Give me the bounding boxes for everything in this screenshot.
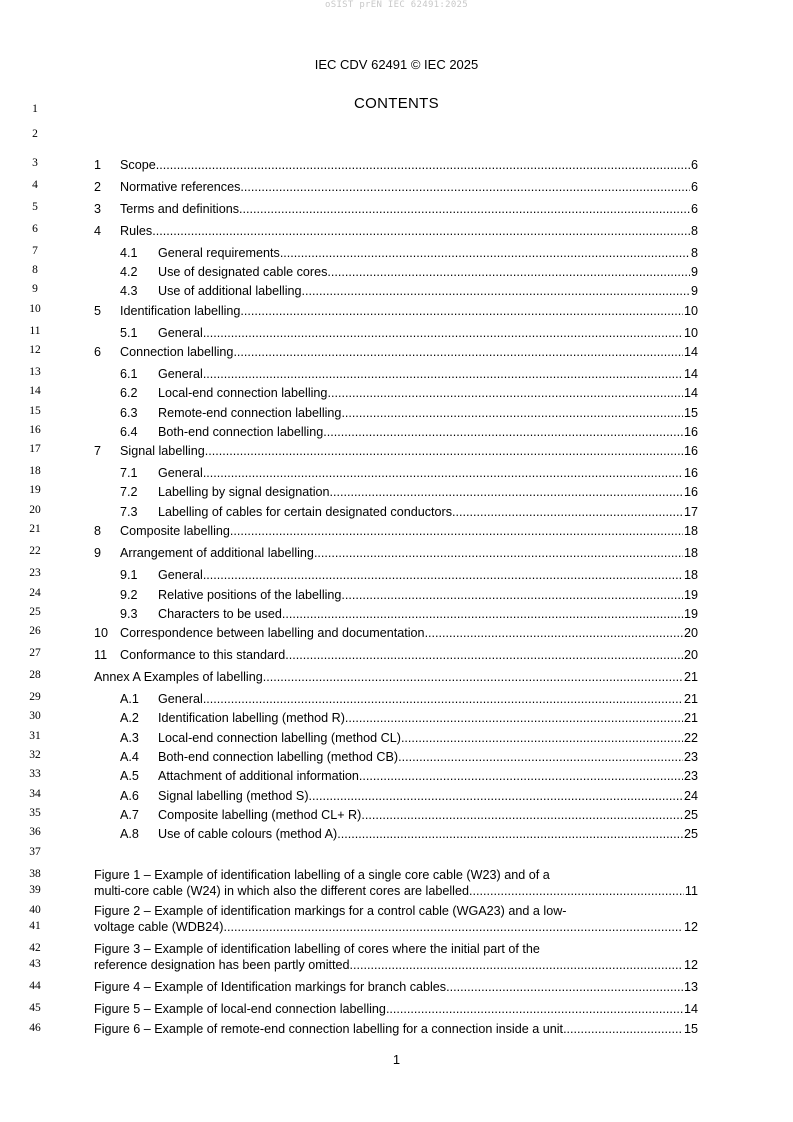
dot-leader bbox=[205, 443, 683, 459]
toc-entry-number: 6.2 bbox=[120, 386, 138, 400]
figure-entry-page: 14 bbox=[683, 1002, 698, 1016]
figure-caption-text: voltage cable (WDB24) bbox=[94, 920, 224, 934]
toc-entry-number: 8 bbox=[94, 524, 102, 538]
toc-entry-title: Labelling of cables for certain designated conductors bbox=[158, 505, 453, 519]
toc-entry[interactable] bbox=[120, 788, 698, 804]
line-number: 30 bbox=[29, 710, 41, 722]
dot-leader bbox=[327, 264, 690, 280]
toc-entry[interactable] bbox=[94, 523, 698, 539]
watermark: oSIST prEN IEC 62491:2025 bbox=[325, 0, 468, 10]
line-number: 37 bbox=[29, 846, 41, 858]
toc-entry-page: 14 bbox=[683, 367, 698, 381]
toc-entry-page: 22 bbox=[683, 731, 698, 745]
dot-leader bbox=[359, 768, 683, 784]
dot-leader bbox=[203, 691, 683, 707]
toc-entry-title: Identification labelling bbox=[120, 304, 241, 318]
line-number: 8 bbox=[32, 264, 38, 276]
line-number: 38 bbox=[29, 868, 41, 880]
toc-entry-page: 25 bbox=[683, 808, 698, 822]
line-number: 36 bbox=[29, 826, 41, 838]
toc-entry-number: 10 bbox=[94, 626, 109, 640]
toc-entry-number: 1 bbox=[94, 158, 102, 172]
toc-entry[interactable] bbox=[120, 385, 698, 401]
line-number: 14 bbox=[29, 385, 41, 397]
toc-entry[interactable] bbox=[120, 504, 698, 520]
dot-leader bbox=[398, 749, 683, 765]
dot-leader bbox=[203, 366, 683, 382]
document-header: IEC CDV 62491 © IEC 2025 bbox=[314, 57, 479, 72]
toc-entry-title: Attachment of additional information bbox=[158, 769, 359, 783]
toc-entry-title: Conformance to this standard bbox=[120, 648, 286, 662]
dot-leader bbox=[203, 465, 683, 481]
toc-entry-page: 21 bbox=[683, 670, 698, 684]
toc-entry-title: Composite labelling (method CL+ R) bbox=[158, 808, 362, 822]
line-number: 10 bbox=[29, 303, 41, 315]
toc-entry-number: 6 bbox=[94, 345, 102, 359]
dot-leader bbox=[282, 606, 683, 622]
dot-leader bbox=[330, 484, 683, 500]
toc-entry-title: General bbox=[158, 692, 203, 706]
toc-entry-title: Remote-end connection labelling bbox=[158, 406, 342, 420]
toc-entry[interactable] bbox=[120, 264, 698, 280]
toc-entry-number: 9 bbox=[94, 546, 102, 560]
toc-entry-title: Normative references bbox=[120, 180, 241, 194]
line-number: 25 bbox=[29, 606, 41, 618]
toc-entry-number: 4.2 bbox=[120, 265, 138, 279]
figure-caption-last-line bbox=[94, 957, 698, 973]
toc-entry-title: Terms and definitions bbox=[120, 202, 240, 216]
line-number: 13 bbox=[29, 366, 41, 378]
toc-entry-number: A.2 bbox=[120, 711, 139, 725]
toc-entry-page: 8 bbox=[690, 224, 698, 238]
toc-entry-title: Characters to be used bbox=[158, 607, 282, 621]
line-number: 1 bbox=[32, 103, 38, 115]
toc-entry-number: A.1 bbox=[120, 692, 139, 706]
line-number: 19 bbox=[29, 484, 41, 496]
toc-entry-number: 7.2 bbox=[120, 485, 138, 499]
toc-entry-title: General bbox=[158, 568, 203, 582]
toc-entry-page: 16 bbox=[683, 466, 698, 480]
toc-entry[interactable] bbox=[120, 606, 698, 622]
toc-entry[interactable] bbox=[120, 366, 698, 382]
toc-entry-number: 6.1 bbox=[120, 367, 138, 381]
toc-entry-number: 6.4 bbox=[120, 425, 138, 439]
line-number: 20 bbox=[29, 504, 41, 516]
toc-entry[interactable] bbox=[120, 245, 698, 261]
toc-entry[interactable] bbox=[94, 201, 698, 217]
toc-entry[interactable] bbox=[94, 625, 698, 641]
line-number: 24 bbox=[29, 587, 41, 599]
dot-leader bbox=[337, 826, 683, 842]
toc-entry[interactable] bbox=[120, 710, 698, 726]
figure-entry[interactable] bbox=[94, 1001, 698, 1017]
toc-entry-title: General bbox=[158, 466, 203, 480]
toc-entry-number: A.5 bbox=[120, 769, 139, 783]
dot-leader bbox=[152, 223, 690, 239]
toc-entry-title: Local-end connection labelling (method CL) bbox=[158, 731, 401, 745]
toc-entry-title: Both-end connection labelling bbox=[158, 425, 324, 439]
toc-entry-title: Composite labelling bbox=[120, 524, 230, 538]
line-number: 17 bbox=[29, 443, 41, 455]
toc-entry-page: 18 bbox=[683, 524, 698, 538]
toc-entry-number: A.3 bbox=[120, 731, 139, 745]
toc-entry-page: 10 bbox=[683, 304, 698, 318]
dot-leader bbox=[240, 179, 690, 195]
toc-entry-page: 18 bbox=[683, 568, 698, 582]
toc-entry-title: Arrangement of additional labelling bbox=[120, 546, 314, 560]
dot-leader bbox=[425, 625, 683, 641]
toc-entry-title: Signal labelling (method S) bbox=[158, 789, 309, 803]
line-number: 5 bbox=[32, 201, 38, 213]
toc-entry-page: 14 bbox=[683, 386, 698, 400]
toc-entry-page: 24 bbox=[683, 789, 698, 803]
toc-entry-title: Use of cable colours (method A) bbox=[158, 827, 338, 841]
toc-entry-number: 4 bbox=[94, 224, 102, 238]
figure-entry-page: 12 bbox=[683, 920, 698, 934]
toc-entry-title: Connection labelling bbox=[120, 345, 234, 359]
toc-entry-page: 10 bbox=[683, 326, 698, 340]
dot-leader bbox=[341, 587, 683, 603]
toc-entry-number: 7 bbox=[94, 444, 102, 458]
toc-entry-title: Use of additional labelling bbox=[158, 284, 302, 298]
figure-caption-line: Figure 2 – Example of identification markings for a control cable (WGA23) and a low- bbox=[94, 904, 567, 918]
line-number: 23 bbox=[29, 567, 41, 579]
toc-entry-title: Correspondence between labelling and documentation bbox=[120, 626, 425, 640]
dot-leader bbox=[350, 957, 683, 973]
line-number: 32 bbox=[29, 749, 41, 761]
figure-caption-text: reference designation has been partly omitted bbox=[94, 958, 350, 972]
dot-leader bbox=[401, 730, 683, 746]
toc-entry-title: Signal labelling bbox=[120, 444, 205, 458]
toc-entry-page: 6 bbox=[690, 180, 698, 194]
toc-entry-page: 8 bbox=[690, 246, 698, 260]
toc-entry[interactable] bbox=[94, 157, 698, 173]
toc-entry[interactable] bbox=[120, 484, 698, 500]
toc-entry-title: Identification labelling (method R) bbox=[158, 711, 345, 725]
toc-entry[interactable] bbox=[120, 587, 698, 603]
dot-leader bbox=[203, 325, 683, 341]
line-number: 29 bbox=[29, 691, 41, 703]
toc-entry[interactable] bbox=[94, 443, 698, 459]
toc-entry[interactable] bbox=[120, 730, 698, 746]
toc-entry[interactable] bbox=[94, 647, 698, 663]
dot-leader bbox=[327, 385, 683, 401]
toc-entry-title: General bbox=[158, 367, 203, 381]
dot-leader bbox=[341, 405, 683, 421]
toc-entry-page: 23 bbox=[683, 750, 698, 764]
line-number: 26 bbox=[29, 625, 41, 637]
toc-entry-title: Relative positions of the labelling bbox=[158, 588, 342, 602]
line-number: 33 bbox=[29, 768, 41, 780]
toc-entry-page: 21 bbox=[683, 711, 698, 725]
toc-entry-page: 6 bbox=[690, 202, 698, 216]
contents-title: CONTENTS bbox=[354, 95, 439, 112]
toc-entry-page: 25 bbox=[683, 827, 698, 841]
dot-leader bbox=[302, 283, 690, 299]
toc-entry-page: 18 bbox=[683, 546, 698, 560]
toc-entry-page: 19 bbox=[683, 588, 698, 602]
toc-entry-number: 9.2 bbox=[120, 588, 138, 602]
dot-leader bbox=[386, 1001, 683, 1017]
line-number: 21 bbox=[29, 523, 41, 535]
figure-caption-text: Figure 5 – Example of local-end connection labelling bbox=[94, 1002, 386, 1016]
dot-leader bbox=[469, 883, 684, 899]
dot-leader bbox=[452, 504, 683, 520]
toc-entry-number: 11 bbox=[94, 648, 108, 662]
dot-leader bbox=[233, 344, 683, 360]
line-number: 46 bbox=[29, 1022, 41, 1034]
toc-entry[interactable] bbox=[94, 344, 698, 360]
figure-caption-text: multi-core cable (W24) in which also the different cores are labelled bbox=[94, 884, 469, 898]
toc-entry-number: A.8 bbox=[120, 827, 139, 841]
figure-entry[interactable] bbox=[94, 867, 698, 899]
line-number: 6 bbox=[32, 223, 38, 235]
toc-entry-page: 9 bbox=[690, 265, 698, 279]
toc-entry-page: 20 bbox=[683, 648, 698, 662]
dot-leader bbox=[230, 523, 683, 539]
toc-entry-title: Labelling by signal designation bbox=[158, 485, 330, 499]
toc-entry-title: General requirements bbox=[158, 246, 280, 260]
toc-entry-title: General bbox=[158, 326, 203, 340]
figure-caption-last-line bbox=[94, 1021, 698, 1037]
figure-caption-last-line bbox=[94, 883, 698, 899]
toc-entry-number: 4.3 bbox=[120, 284, 138, 298]
line-number: 45 bbox=[29, 1002, 41, 1014]
dot-leader bbox=[156, 157, 690, 173]
toc-entry[interactable] bbox=[120, 826, 698, 842]
line-number: 28 bbox=[29, 669, 41, 681]
toc-entry-number: 9.1 bbox=[120, 568, 138, 582]
line-number: 3 bbox=[32, 157, 38, 169]
figure-entry[interactable] bbox=[94, 979, 698, 995]
line-number: 11 bbox=[29, 325, 41, 337]
toc-entry-number: 9.3 bbox=[120, 607, 138, 621]
toc-entry-title: Scope bbox=[120, 158, 156, 172]
toc-entry-title: Annex A Examples of labelling bbox=[94, 670, 263, 684]
toc-entry-title: Local-end connection labelling bbox=[158, 386, 328, 400]
toc-entry-number: 7.3 bbox=[120, 505, 138, 519]
toc-entry-number: A.6 bbox=[120, 789, 139, 803]
toc-entry-number: 5.1 bbox=[120, 326, 138, 340]
figure-entry[interactable] bbox=[94, 1021, 698, 1037]
line-number: 9 bbox=[32, 283, 38, 295]
line-number: 40 bbox=[29, 904, 41, 916]
toc-entry-title: Both-end connection labelling (method CB) bbox=[158, 750, 399, 764]
toc-entry-number: A.4 bbox=[120, 750, 139, 764]
line-number: 35 bbox=[29, 807, 41, 819]
line-number: 43 bbox=[29, 958, 41, 970]
toc-entry[interactable] bbox=[120, 807, 698, 823]
dot-leader bbox=[224, 919, 683, 935]
line-number: 18 bbox=[29, 465, 41, 477]
dot-leader bbox=[361, 807, 683, 823]
dot-leader bbox=[309, 788, 683, 804]
toc-entry-page: 16 bbox=[683, 485, 698, 499]
toc-entry-page: 16 bbox=[683, 444, 698, 458]
toc-entry-number: 7.1 bbox=[120, 466, 138, 480]
toc-entry[interactable] bbox=[94, 545, 698, 561]
dot-leader bbox=[323, 424, 683, 440]
dot-leader bbox=[314, 545, 683, 561]
toc-entry-number: 4.1 bbox=[120, 246, 138, 260]
figure-caption-text: Figure 6 – Example of remote-end connection labelling for a connection inside a unit bbox=[94, 1022, 564, 1036]
line-number: 12 bbox=[29, 344, 41, 356]
dot-leader bbox=[203, 567, 683, 583]
toc-entry-number: 5 bbox=[94, 304, 102, 318]
dot-leader bbox=[239, 201, 690, 217]
line-number: 15 bbox=[29, 405, 41, 417]
toc-entry[interactable] bbox=[94, 669, 698, 685]
toc-entry-number: 2 bbox=[94, 180, 102, 194]
toc-entry-title: Rules bbox=[120, 224, 153, 238]
toc-entry-page: 21 bbox=[683, 692, 698, 706]
line-number: 2 bbox=[32, 128, 38, 140]
figure-entry-page: 12 bbox=[683, 958, 698, 972]
toc-entry[interactable] bbox=[120, 749, 698, 765]
toc-entry[interactable] bbox=[120, 424, 698, 440]
line-number: 34 bbox=[29, 788, 41, 800]
toc-entry-page: 17 bbox=[683, 505, 698, 519]
page-number: 1 bbox=[392, 1052, 401, 1067]
toc-entry-page: 20 bbox=[683, 626, 698, 640]
toc-entry-title: Use of designated cable cores bbox=[158, 265, 328, 279]
dot-leader bbox=[263, 669, 683, 685]
figure-entry-page: 11 bbox=[684, 884, 698, 898]
line-number: 7 bbox=[32, 245, 38, 257]
toc-entry-page: 6 bbox=[690, 158, 698, 172]
toc-entry[interactable] bbox=[120, 325, 698, 341]
figure-caption-line: Figure 1 – Example of identification labelling of a single core cable (W23) and of a bbox=[94, 868, 550, 882]
line-number: 4 bbox=[32, 179, 38, 191]
toc-entry-number: 3 bbox=[94, 202, 102, 216]
toc-entry[interactable] bbox=[120, 465, 698, 481]
figure-caption-line: Figure 3 – Example of identification labelling of cores where the initial part of the bbox=[94, 942, 540, 956]
toc-entry-page: 14 bbox=[683, 345, 698, 359]
line-number: 44 bbox=[29, 980, 41, 992]
line-number: 31 bbox=[29, 730, 41, 742]
line-number: 39 bbox=[29, 884, 41, 896]
figure-caption-text: Figure 4 – Example of Identification markings for branch cables bbox=[94, 980, 447, 994]
toc-entry-number: A.7 bbox=[120, 808, 139, 822]
toc-entry[interactable] bbox=[94, 303, 698, 319]
figure-caption-last-line bbox=[94, 919, 698, 935]
toc-entry[interactable] bbox=[120, 768, 698, 784]
toc-entry-page: 16 bbox=[683, 425, 698, 439]
figure-entry-page: 15 bbox=[683, 1022, 698, 1036]
figure-entry[interactable] bbox=[94, 941, 698, 973]
toc-entry[interactable] bbox=[120, 567, 698, 583]
figure-caption-last-line bbox=[94, 1001, 698, 1017]
toc-entry[interactable] bbox=[94, 179, 698, 195]
dot-leader bbox=[446, 979, 683, 995]
figure-caption-last-line bbox=[94, 979, 698, 995]
toc-entry-page: 9 bbox=[690, 284, 698, 298]
toc-entry[interactable] bbox=[120, 691, 698, 707]
toc-entry-number: 6.3 bbox=[120, 406, 138, 420]
dot-leader bbox=[280, 245, 690, 261]
toc-entry[interactable] bbox=[120, 283, 698, 299]
line-number: 42 bbox=[29, 942, 41, 954]
dot-leader bbox=[563, 1021, 683, 1037]
line-number: 41 bbox=[29, 920, 41, 932]
toc-entry-page: 23 bbox=[683, 769, 698, 783]
toc-entry[interactable] bbox=[120, 405, 698, 421]
toc-entry[interactable] bbox=[94, 223, 698, 239]
toc-entry-page: 15 bbox=[683, 406, 698, 420]
line-number: 27 bbox=[29, 647, 41, 659]
figure-entry-page: 13 bbox=[683, 980, 698, 994]
toc-entry-page: 19 bbox=[683, 607, 698, 621]
line-number: 22 bbox=[29, 545, 41, 557]
dot-leader bbox=[240, 303, 683, 319]
line-number: 16 bbox=[29, 424, 41, 436]
figure-entry[interactable] bbox=[94, 903, 698, 935]
dot-leader bbox=[345, 710, 683, 726]
dot-leader bbox=[285, 647, 683, 663]
